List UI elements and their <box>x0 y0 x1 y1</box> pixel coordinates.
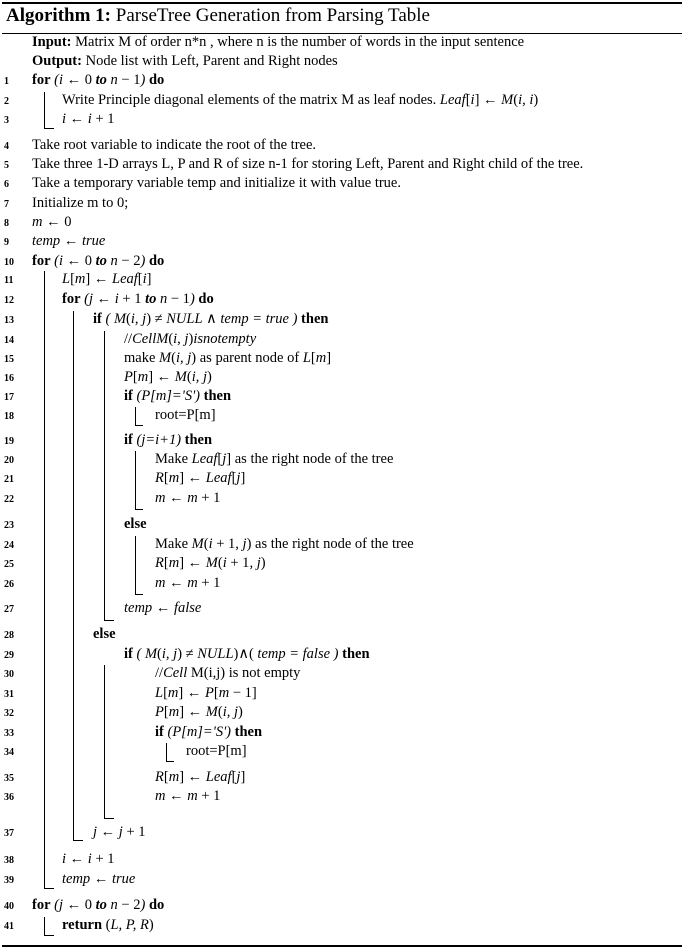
line-text: i ← i + 1 <box>62 111 115 127</box>
line-number: 11 <box>4 275 14 286</box>
block-bar <box>135 451 136 509</box>
block-bar <box>135 536 136 594</box>
input-text: Matrix M of order n*n , where n is the number of words in the input sentence <box>75 34 525 50</box>
input-spec <box>32 34 524 51</box>
block-bar <box>104 331 105 620</box>
line-number: 35 <box>4 773 14 784</box>
line-text: m ← m + 1 <box>155 490 221 506</box>
block-bar <box>104 665 105 818</box>
line-number: 18 <box>4 411 14 422</box>
line-number: 36 <box>4 792 14 803</box>
line-number: 40 <box>4 901 14 912</box>
line-text: if (j=i+1) then <box>124 432 213 448</box>
line-number: 32 <box>4 708 14 719</box>
line-text: Write Principle diagonal elements of the matrix M as leaf nodes. Leaf[i] ← M(i, i) <box>62 92 539 108</box>
line-text: temp ← false <box>124 600 202 616</box>
block-bar-hook <box>44 935 54 936</box>
line-number: 31 <box>4 689 14 700</box>
line-text: temp ← true <box>62 871 136 887</box>
line-text: if (P[m]='S') then <box>124 388 232 404</box>
line-text: m ← m + 1 <box>155 788 221 804</box>
block-bar-hook <box>44 128 54 129</box>
line-text: for (j ← i + 1 to n − 1) do <box>62 291 214 307</box>
line-text: if ( M(i, j) ≠ NULL)∧( temp = false ) then <box>124 646 370 662</box>
block-bar-hook <box>44 888 54 889</box>
line-text: else <box>124 516 147 532</box>
line-number: 29 <box>4 650 14 661</box>
line-text: R[m] ← Leaf[j] <box>155 470 246 486</box>
line-text: return (L, P, R) <box>62 917 154 933</box>
line-number: 39 <box>4 875 14 886</box>
line-number: 5 <box>4 160 9 171</box>
line-number: 15 <box>4 354 14 365</box>
line-number: 41 <box>4 921 14 932</box>
algorithm-title <box>6 5 430 27</box>
line-number: 6 <box>4 179 9 190</box>
line-number: 28 <box>4 630 14 641</box>
line-number: 7 <box>4 199 9 210</box>
line-text: root=P[m] <box>186 743 247 759</box>
top-rule <box>2 2 682 4</box>
line-text: //Cell M(i,j) is not empty <box>155 665 301 681</box>
line-text: for (i ← 0 to n − 2) do <box>32 253 165 269</box>
line-text: Take a temporary variable temp and initialize it with value true. <box>32 175 401 191</box>
line-text: for (j ← 0 to n − 2) do <box>32 897 165 913</box>
output-spec <box>32 53 338 70</box>
block-bar-hook <box>104 620 114 621</box>
line-text: P[m] ← M(i, j) <box>155 704 243 720</box>
block-bar-hook <box>135 425 143 426</box>
line-number: 14 <box>4 335 14 346</box>
input-label: Input: <box>32 34 72 50</box>
output-text: Node list with Left, Parent and Right nodes <box>85 53 338 69</box>
line-number: 22 <box>4 494 14 505</box>
bottom-rule <box>2 945 682 947</box>
line-number: 3 <box>4 115 9 126</box>
algorithm-name: ParseTree Generation from Parsing Table <box>115 5 430 26</box>
block-bar-hook <box>135 594 143 595</box>
line-text: //CellM(i, j)isnotempty <box>124 331 257 347</box>
line-number: 38 <box>4 855 14 866</box>
line-text: for (i ← 0 to n − 1) do <box>32 72 165 88</box>
line-text: else <box>93 626 116 642</box>
line-text: R[m] ← Leaf[j] <box>155 769 246 785</box>
line-text: if ( M(i, j) ≠ NULL ∧ temp = true ) then <box>93 311 329 327</box>
line-text: m ← 0 <box>32 214 72 230</box>
line-number: 13 <box>4 315 14 326</box>
block-bar-hook <box>73 840 83 841</box>
line-text: R[m] ← M(i + 1, j) <box>155 555 266 571</box>
algorithm-label: Algorithm 1: <box>6 5 112 26</box>
line-number: 12 <box>4 295 14 306</box>
line-number: 27 <box>4 604 14 615</box>
line-number: 9 <box>4 237 9 248</box>
line-text: L[m] ← Leaf[i] <box>62 271 152 287</box>
block-bar <box>44 92 45 128</box>
line-number: 25 <box>4 559 14 570</box>
line-number: 24 <box>4 540 14 551</box>
block-bar <box>135 407 136 425</box>
output-label: Output: <box>32 53 82 69</box>
line-number: 23 <box>4 520 14 531</box>
line-number: 17 <box>4 392 14 403</box>
line-number: 34 <box>4 747 14 758</box>
line-text: L[m] ← P[m − 1] <box>155 685 257 701</box>
line-number: 26 <box>4 579 14 590</box>
line-number: 33 <box>4 728 14 739</box>
line-number: 16 <box>4 373 14 384</box>
line-text: root=P[m] <box>155 407 216 423</box>
line-number: 21 <box>4 474 14 485</box>
line-number: 1 <box>4 76 9 87</box>
line-number: 30 <box>4 669 14 680</box>
line-number: 4 <box>4 141 9 152</box>
line-number: 37 <box>4 828 14 839</box>
line-number: 8 <box>4 218 9 229</box>
line-text: P[m] ← M(i, j) <box>124 369 212 385</box>
line-text: Initialize m to 0; <box>32 195 129 211</box>
line-text: Take root variable to indicate the root of the tree. <box>32 137 317 153</box>
line-number: 20 <box>4 455 14 466</box>
line-text: j ← j + 1 <box>93 824 146 840</box>
block-bar-hook <box>135 509 143 510</box>
block-bar <box>44 271 45 888</box>
line-text: temp ← true <box>32 233 106 249</box>
line-text: if (P[m]='S') then <box>155 724 263 740</box>
block-bar-hook <box>104 818 114 819</box>
line-text: Make M(i + 1, j) as the right node of the tree <box>155 536 414 552</box>
line-text: Make Leaf[j] as the right node of the tree <box>155 451 394 467</box>
line-number: 2 <box>4 96 9 107</box>
line-number: 19 <box>4 436 14 447</box>
line-text: make M(i, j) as parent node of L[m] <box>124 350 332 366</box>
block-bar <box>166 743 167 761</box>
block-bar <box>44 917 45 935</box>
line-text: i ← i + 1 <box>62 851 115 867</box>
line-number: 10 <box>4 257 14 268</box>
block-bar <box>73 311 74 840</box>
line-text: m ← m + 1 <box>155 575 221 591</box>
line-text: Take three 1-D arrays L, P and R of size n-1 for storing Left, Parent and Right child of the tree. <box>32 156 584 172</box>
block-bar-hook <box>166 761 174 762</box>
